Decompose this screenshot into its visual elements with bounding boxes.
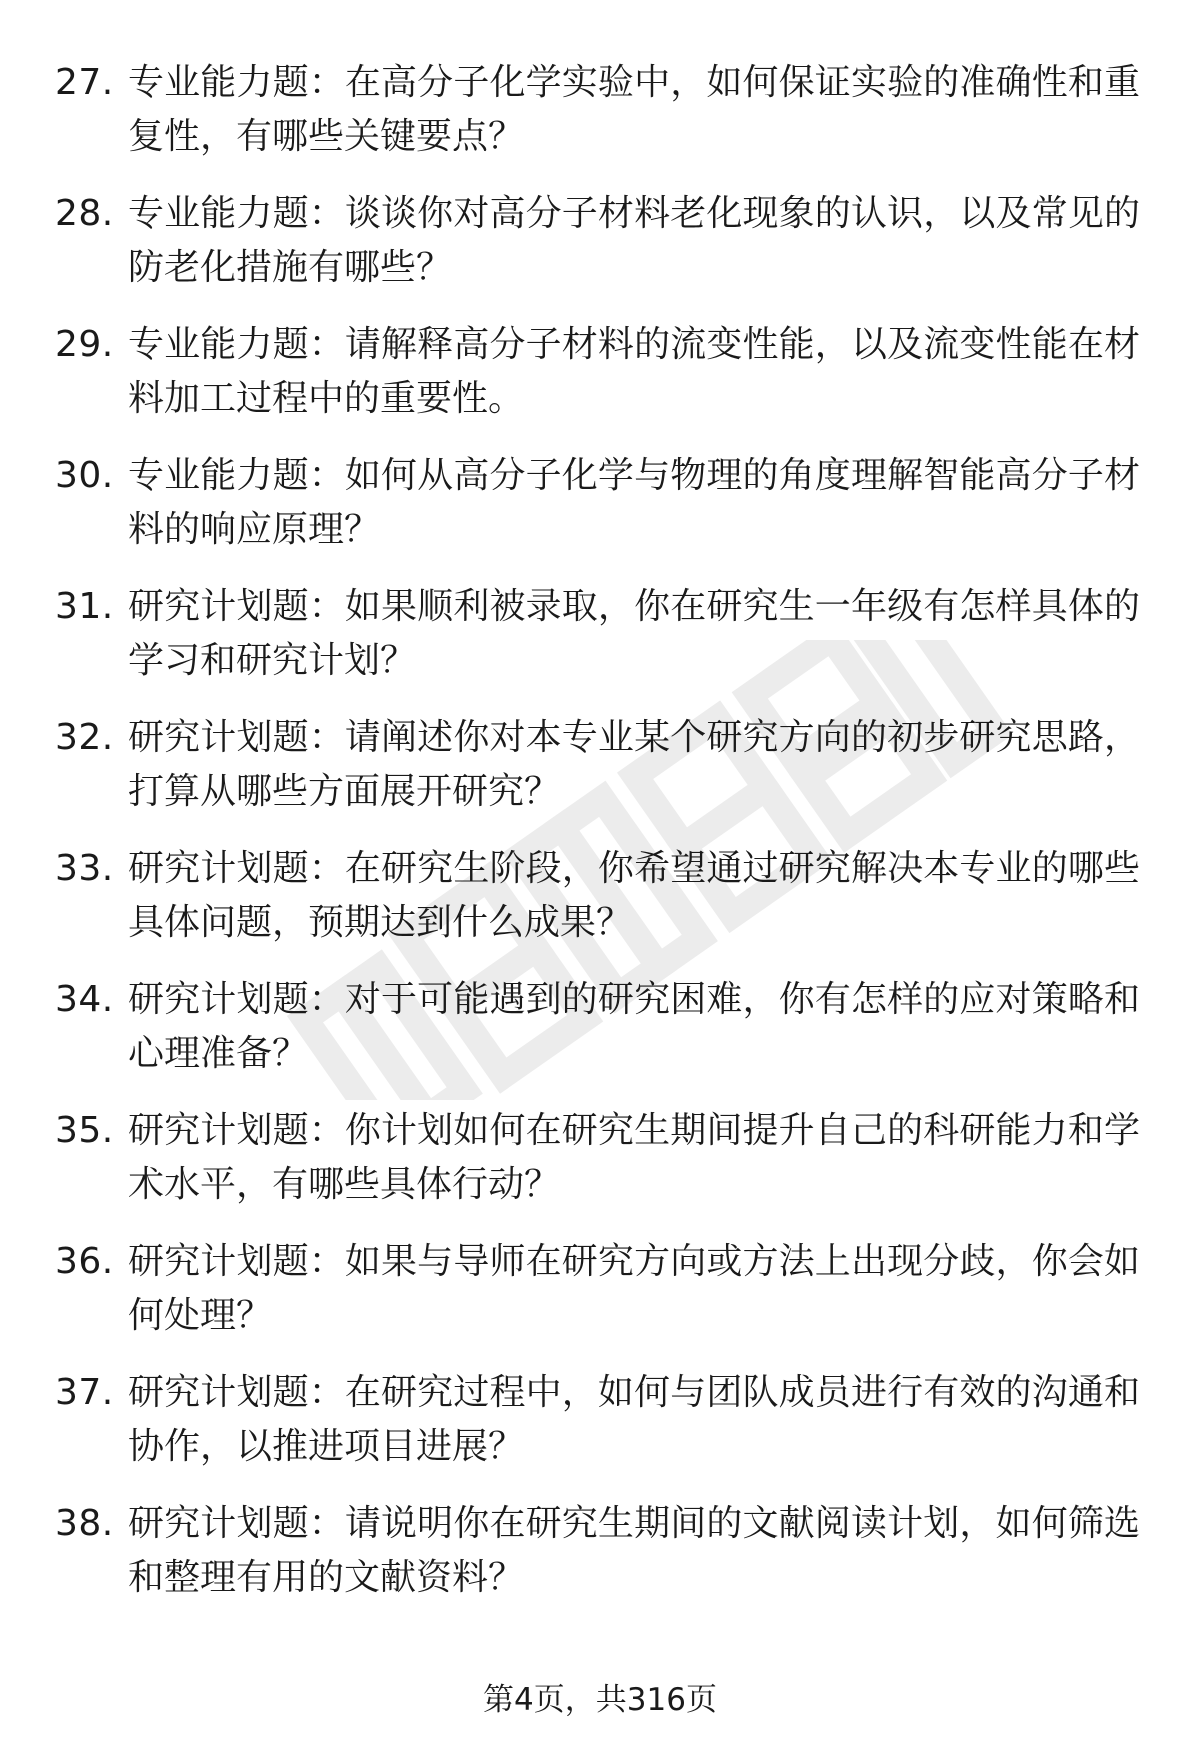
list-item [0, 1366, 1200, 1497]
question-text: 专业能力题：在高分子化学实验中，如何保证实验的准确性和重复性，有哪些关键要点？ [128, 62, 1140, 157]
question-text: 研究计划题：在研究生阶段，你希望通过研究解决本专业的哪些具体问题，预期达到什么成果？ [128, 848, 1140, 943]
question-text: 专业能力题：谈谈你对高分子材料老化现象的认识，以及常见的防老化措施有哪些？ [128, 193, 1140, 288]
question-number: 35. [55, 1110, 114, 1151]
list-item [0, 56, 1200, 187]
question-list [0, 56, 1200, 1628]
question-number: 28. [55, 193, 114, 234]
list-item [0, 318, 1200, 449]
question-number: 33. [55, 848, 114, 889]
question-text: 专业能力题：请解释高分子材料的流变性能，以及流变性能在材料加工过程中的重要性。 [128, 324, 1140, 419]
question-text: 专业能力题：如何从高分子化学与物理的角度理解智能高分子材料的响应原理？ [128, 455, 1140, 550]
question-number: 36. [55, 1241, 114, 1282]
list-item [0, 1497, 1200, 1628]
question-text: 研究计划题：请阐述你对本专业某个研究方向的初步研究思路，打算从哪些方面展开研究？ [128, 717, 1140, 812]
page-footer: 第4页，共316页 [483, 1682, 717, 1718]
question-number: 32. [55, 717, 114, 758]
list-item [0, 449, 1200, 580]
list-item [0, 711, 1200, 842]
list-item [0, 842, 1200, 973]
list-item [0, 580, 1200, 711]
question-number: 30. [55, 455, 114, 496]
question-number: 37. [55, 1372, 114, 1413]
question-text: 研究计划题：对于可能遇到的研究困难，你有怎样的应对策略和心理准备？ [128, 979, 1140, 1074]
question-text: 研究计划题：如果与导师在研究方向或方法上出现分歧，你会如何处理？ [128, 1241, 1140, 1336]
list-item [0, 973, 1200, 1104]
question-number: 31. [55, 586, 114, 627]
list-item [0, 1235, 1200, 1366]
question-text: 研究计划题：在研究过程中，如何与团队成员进行有效的沟通和协作，以推进项目进展？ [128, 1372, 1140, 1467]
question-number: 27. [55, 62, 114, 103]
question-number: 29. [55, 324, 114, 365]
question-text: 研究计划题：如果顺利被录取，你在研究生一年级有怎样具体的学习和研究计划？ [128, 586, 1140, 681]
list-item [0, 1104, 1200, 1235]
question-text: 研究计划题：你计划如何在研究生期间提升自己的科研能力和学术水平，有哪些具体行动？ [128, 1110, 1140, 1205]
list-item [0, 187, 1200, 318]
question-number: 34. [55, 979, 114, 1020]
question-number: 38. [55, 1503, 114, 1544]
question-text: 研究计划题：请说明你在研究生期间的文献阅读计划，如何筛选和整理有用的文献资料？ [128, 1503, 1140, 1598]
